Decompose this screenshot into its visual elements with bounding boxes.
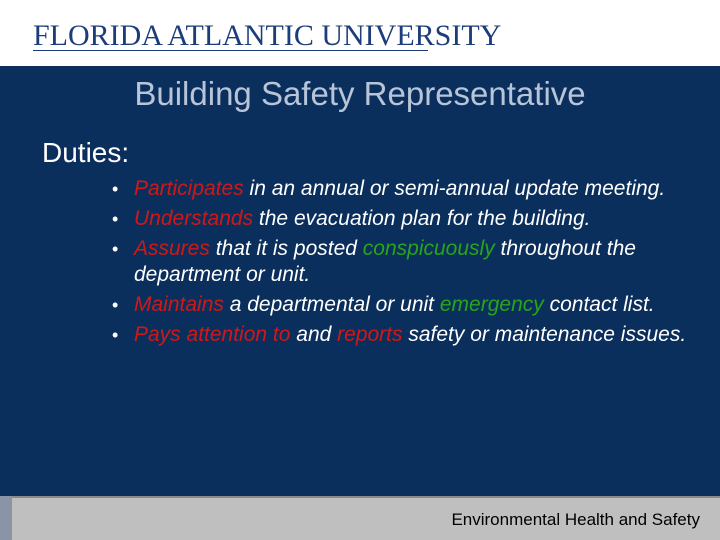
duty-text: and xyxy=(290,323,338,346)
duty-item-assures xyxy=(110,236,700,288)
slide-title: Building Safety Representative xyxy=(134,75,586,112)
duty-highlight: emergency xyxy=(439,293,544,316)
bullet-icon: • xyxy=(112,325,119,345)
bullet-icon: • xyxy=(112,179,119,199)
fau-logo-wordmark xyxy=(33,17,502,53)
duty-item-understands xyxy=(110,206,700,232)
footer-divider xyxy=(0,496,720,498)
footer xyxy=(0,496,720,540)
duty-text: that it is posted xyxy=(209,237,363,260)
bullet-icon: • xyxy=(112,295,119,315)
fau-logo xyxy=(33,17,502,53)
duties-heading: Duties: xyxy=(42,137,130,168)
duty-text: contact list. xyxy=(543,293,655,316)
duty-text: throughout the department or unit. xyxy=(134,237,636,286)
duty-keyword: reports xyxy=(337,323,403,346)
duty-text: a departmental or unit xyxy=(223,293,440,316)
duty-highlight: conspicuously xyxy=(362,237,495,260)
duty-item-participates xyxy=(110,176,700,202)
duty-text: in an annual or semi-annual update xyxy=(243,177,579,200)
duty-text: safety or maintenance issues. xyxy=(402,323,687,346)
duty-keyword: Assures xyxy=(134,237,210,260)
duty-item-pays-attention xyxy=(110,322,700,348)
duty-text: the evacuation plan for the building. xyxy=(253,207,591,230)
logo-text: FLORIDA ATLANTIC UNIVERSITY xyxy=(33,19,502,52)
footer-left-bar xyxy=(0,496,12,540)
footer-text: Environmental Health and Safety xyxy=(451,510,700,529)
duty-item-maintains xyxy=(110,292,700,318)
duty-keyword: Pays attention to xyxy=(134,323,291,346)
duty-text: meeting. xyxy=(578,177,666,200)
duties-list xyxy=(110,176,700,352)
bullet-icon: • xyxy=(112,239,119,259)
bullet-icon: • xyxy=(112,209,119,229)
duty-keyword: Maintains xyxy=(134,293,224,316)
duty-keyword: Participates xyxy=(134,177,244,200)
duty-keyword: Understands xyxy=(134,207,254,230)
header xyxy=(0,0,720,66)
